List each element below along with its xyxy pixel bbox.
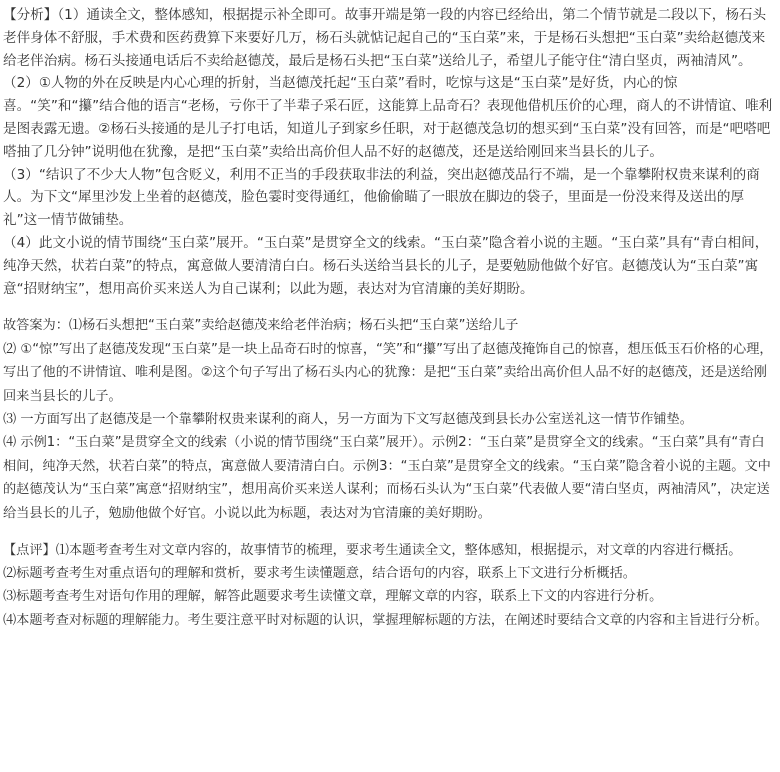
- analysis-section: [3, 4, 774, 300]
- analysis-paragraph-4: （4）此文小说的情节围绕“玉白菜”展开。“玉白菜”是贯穿全文的线索。“玉白菜”隐含着小说的主题。“玉白菜”具有“青白相间，纯净天然，状若白菜”的特点，寓意做人要清清白白。杨石头送给当县长的儿子，是要勉励他做个好官。赵德茂认为“玉白菜”寓意“招财纳宝”，想用高价买来送人为自己谋利；以此为题，表达对为官清廉的美好期盼。: [3, 234, 769, 297]
- answer-paragraph-3: ⑶ 一方面写出了赵德茂是一个靠攀附权贵来谋利的商人，另一方面为下文写赵德茂到县长办公室送礼这一情节作铺垫。: [3, 411, 693, 427]
- answers-section: [3, 314, 774, 525]
- analysis-paragraph-1: 【分析】（1）通读全文，整体感知，根据提示补全即可。故事开端是第一段的内容已经给出，第二个情节就是二段以下，杨石头老伴身体不舒服，手术费和医药费算下来要好几万，杨石头就惦记起自己的“玉白菜”来，于是杨石头想把“玉白菜”卖给赵德茂来给老伴治病。杨石头接通电话后不卖给赵德茂，最后是杨石头把“玉白菜”送给儿子，希望儿子能守住“清白坚贞，两袖清风”。: [3, 7, 767, 69]
- review-paragraph-4: ⑷本题考查对标题的理解能力。考生要注意平时对标题的认识，掌握理解标题的方法，在阐述时要结合文章的内容和主旨进行分析。: [3, 612, 768, 628]
- answer-paragraph-4: ⑷ 示例1：“玉白菜”是贯穿全文的线索（小说的情节围绕“玉白菜”展开）。示例2：“玉白菜”是贯穿全文的线索。“玉白菜”具有“青白相间，纯净天然，状若白菜”的特点，寓意做人要清清白白。示例3：“玉白菜”是贯穿全文的线索。“玉白菜”隐含着小说的主题。文中的赵德茂认为“玉白菜”寓意“招财纳宝”，想用高价买来送人谋利；而杨石头认为“玉白菜”代表做人要“清白坚贞，两袖清风”，决定送给当县长的儿子，勉励他做个好官。小说以此为标题，表达对为官清廉的美好期盼。: [3, 435, 771, 521]
- review-paragraph-3: ⑶标题考查考生对语句作用的理解，解答此题要求考生读懂文章，理解文章的内容，联系上下文的内容进行分析。: [3, 589, 663, 605]
- analysis-paragraph-3: （3）“结识了不少大人物”包含贬义，利用不正当的手段获取非法的利益，突出赵德茂品行不端，是一个靠攀附权贵来谋利的商人。为下文“犀里沙发上坐着的赵德茂，脸色霎时变得通红，他偷偷瞄了一眼放在脚边的袋子，里面是一份没来得及送出的厚礼”这一情节做铺垫。: [3, 166, 760, 229]
- answer-paragraph-2: ⑵ ①“惊”写出了赵德茂发现“玉白菜”是一块上品奇石时的惊喜，“笑”和“攥”写出了赵德茂掩饰自己的惊喜，想压低玉石价格的心理，写出了他的不讲情谊、唯利是图。②这个句子写出了杨石头内心的犹豫：是把“玉白菜”卖给出高价但人品不好的赵德茂，还是送给刚回来当县长的儿子。: [3, 341, 773, 404]
- review-paragraph-1: 【点评】⑴本题考查考生对文章内容的，故事情节的梳理，要求考生通读全文，整体感知，根据提示，对文章的内容进行概括。: [3, 543, 742, 559]
- review-section: [3, 539, 774, 632]
- analysis-paragraph-2: （2）①人物的外在反映是内心心理的折射，当赵德茂托起“玉白菜”看时，吃惊与这是“玉白菜”是好货，内心的惊喜。“笑”和“攥”结合他的语言“老杨，亏你干了半辈子采石匠，这能算上品奇石？表现他借机压价的心理，商人的不讲情谊、唯利是图表露无遗。②杨石头接通的是儿子打电话，知道儿子到家乡任职，对于赵德茂急切的想买到“玉白菜”没有回答，而是“吧嗒吧嗒抽了几分钟”说明他在犹豫，是把“玉白菜”卖给出高价但人品不好的赵德茂，还是送给刚回来当县长的儿子。: [3, 75, 773, 160]
- review-paragraph-2: ⑵标题考查考生对重点语句的理解和赏析，要求考生读懂题意，结合语句的内容，联系上下文进行分析概括。: [3, 566, 636, 582]
- answer-paragraph-1: 故答案为：⑴杨石头想把“玉白菜”卖给赵德茂来给老伴治病；杨石头把“玉白菜”送给儿子: [3, 318, 519, 334]
